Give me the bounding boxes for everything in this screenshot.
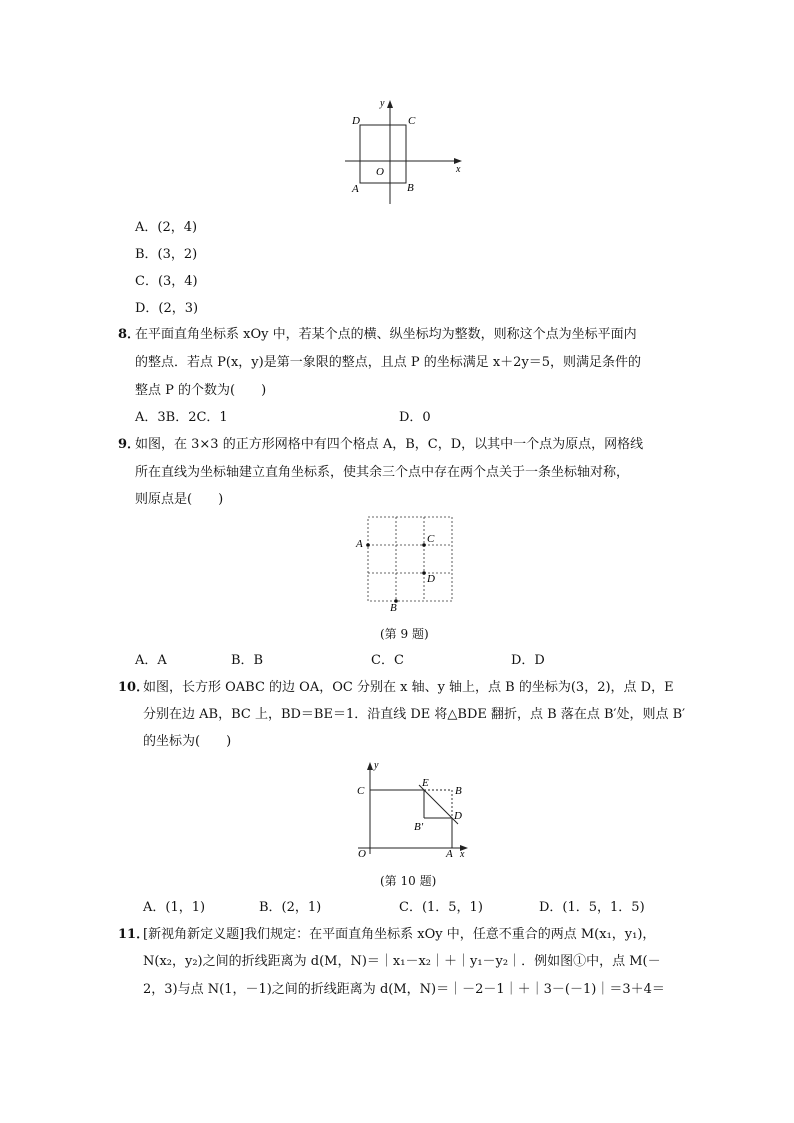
grid-label-A: A <box>356 538 363 550</box>
q7-option-b: B．(3，2) <box>135 247 198 262</box>
figure-square-axes <box>340 94 470 206</box>
y-axis-arrow <box>367 762 373 770</box>
q9-option-d: D．D <box>511 653 545 668</box>
fold-label-D: D <box>454 810 462 822</box>
fold-label-E: E <box>422 777 429 789</box>
q7-option-d: D．(2，3) <box>135 301 199 316</box>
fold-label-B: B <box>455 785 462 797</box>
grid-label-D: D <box>427 573 435 585</box>
label-D: D <box>352 115 360 127</box>
q11-line1: [新视角新定义题]我们规定：在平面直角坐标系 xOy 中，任意不重合的两点 M(x₁，y₁)， <box>143 927 656 942</box>
q9-line1: 如图，在 3×3 的正方形网格中有四个格点 A，B，C，D，以其中一个点为原点，网格线 <box>135 437 644 452</box>
q10-line1: 如图，长方形 OABC 的边 OA，OC 分别在 x 轴、y 轴上，点 B 的坐标为(3，2)，点 D，E <box>143 680 674 695</box>
q10-number: 10． <box>118 680 150 695</box>
grid-label-C: C <box>427 533 435 545</box>
q11-line2: N(x₂，y₂)之间的折线距离为 d(M，N)＝｜x₁－x₂｜＋｜y₁－y₂｜．例如图①中，点 M(－ <box>143 954 661 969</box>
q8-line1: 在平面直角坐标系 xOy 中，若某个点的横、纵坐标均为整数，则称这个点为坐标平面内 <box>135 327 637 342</box>
q8-line3: 整点 P 的个数为( ) <box>135 383 267 398</box>
q9-caption: (第 9 题) <box>380 627 429 641</box>
grid-border <box>368 517 452 601</box>
fold-label-y: y <box>374 760 379 771</box>
q7-option-a: A．(2，4) <box>135 220 198 235</box>
q8-option-d: D．0 <box>399 410 431 425</box>
q9-line2: 所在直线为坐标轴建立直角坐标系，使其余三个点中存在两个点关于一条坐标轴对称， <box>135 465 630 480</box>
q9-option-b: B．B <box>231 653 264 668</box>
grid-label-B: B <box>390 602 397 612</box>
q10-option-c: C．(1．5，1) <box>399 900 483 915</box>
q10-option-a: A．(1，1) <box>143 900 206 915</box>
fold-label-O: O <box>358 848 366 860</box>
q7-option-c: C．(3，4) <box>135 274 198 289</box>
label-x: x <box>456 164 461 175</box>
label-B: B <box>407 182 414 194</box>
q8-number: 8． <box>118 327 141 342</box>
q10-option-d: D．(1．5，1．5) <box>539 900 645 915</box>
q11-number: 11． <box>118 927 150 942</box>
label-C: C <box>408 115 416 127</box>
label-A: A <box>352 183 359 195</box>
point-A <box>366 543 370 547</box>
q9-line3: 则原点是( ) <box>135 492 224 507</box>
q10-option-b: B．(2，1) <box>259 900 322 915</box>
point-D <box>422 571 426 575</box>
fold-label-x: x <box>460 849 465 860</box>
fold-label-Bprime: B′ <box>414 821 424 833</box>
q10-caption: (第 10 题) <box>380 874 437 888</box>
point-C <box>422 543 426 547</box>
fold-label-C: C <box>357 785 365 797</box>
figure-grid-3x3 <box>352 512 462 612</box>
q9-option-c: C．C <box>371 653 404 668</box>
q10-line3: 的坐标为( ) <box>143 734 232 749</box>
q8-line2: 的整点．若点 P(x，y)是第一象限的整点，且点 P 的坐标满足 x＋2y＝5，则满足条件的 <box>135 355 642 370</box>
figure-rectangle-fold <box>352 758 477 860</box>
q11-line3: 2，3)与点 N(1，－1)之间的折线距离为 d(M，N)＝｜－2－1｜＋｜3－(－1)｜＝3＋4＝ <box>143 982 665 997</box>
q9-option-a: A．A <box>135 653 167 668</box>
q9-number: 9． <box>118 437 141 452</box>
fold-label-A: A <box>446 848 453 860</box>
label-y: y <box>380 98 385 109</box>
y-axis-arrow <box>387 100 393 108</box>
q8-options-abc: A．3B．2C．1 <box>135 410 228 425</box>
label-O: O <box>376 166 384 178</box>
q10-line2: 分别在边 AB，BC 上，BD＝BE＝1．沿直线 DE 将△BDE 翻折，点 B 落在点 B′处，则点 B′ <box>143 707 686 722</box>
